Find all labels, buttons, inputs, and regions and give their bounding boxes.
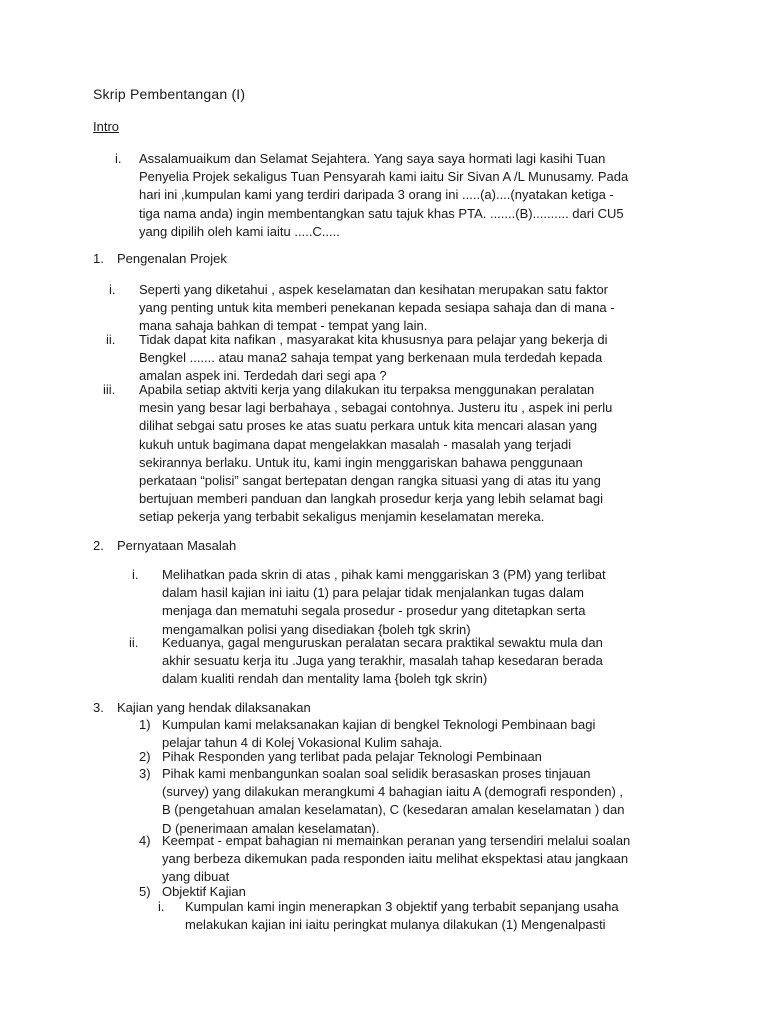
- text-line: Seperti yang diketahui , aspek keselamatan dan kesihatan merupakan satu faktor: [139, 282, 609, 297]
- text-line: yang dipilih oleh kami iaitu .....C.....: [139, 223, 340, 239]
- text-line: kukuh untuk bagimana dapat mengelakkan masalah - masalah yang terjadi: [139, 436, 572, 452]
- list-item: [139, 281, 615, 336]
- list-item: [139, 331, 608, 386]
- list-marker: 5): [139, 884, 151, 899]
- text-line: yang berbeza dikemukan pada responden iaitu melihat ekspektasi atau jangkaan: [162, 851, 629, 867]
- section-heading: Pernyataan Masalah: [117, 538, 237, 553]
- list-item: [162, 716, 595, 752]
- list-marker: i.: [115, 151, 122, 166]
- text-line: Bengkel ....... atau mana2 sahaja tempat yang berkenaan mula terdedah kepada: [139, 350, 603, 366]
- intro-paragraph: [139, 150, 628, 241]
- text-line: Kumpulan kami ingin menerapkan 3 objektif yang terbabit sepanjang usaha: [185, 899, 619, 914]
- text-line: bertujuan memberi panduan dan langkah prosedur kerja yang lebih selamat bagi: [139, 491, 603, 507]
- text-line: setiap pekerja yang terbabit sekaligus menjamin keselamatan mereka.: [139, 509, 545, 525]
- text-line: yang penting untuk kita memberi penekanan kepada sesiapa sahaja dan di mana -: [139, 300, 615, 316]
- text-line: Kumpulan kami melaksanakan kajian di bengkel Teknologi Pembinaan bagi: [162, 717, 596, 732]
- text-line: Apabila setiap aktviti kerja yang dilakukan itu terpaksa menggunakan peralatan: [139, 382, 595, 397]
- document-title: Skrip Pembentangan (I): [93, 86, 246, 102]
- text-line: akhir sesuatu kerja itu .Juga yang terakhir, masalah tahap kesedaran berada: [162, 653, 603, 669]
- text-line: pelajar tahun 4 di Kolej Vokasional Kulim sahaja.: [162, 735, 443, 751]
- list-marker: 3): [139, 766, 151, 781]
- list-item: [139, 381, 612, 527]
- text-line: mesin yang besar lagi berbahaya , sebagai contohnya. Justeru itu , aspek ini perlu: [139, 400, 613, 416]
- text-line: dalam kualiti rendah dan mentality lama {boleh tgk skrin): [162, 671, 488, 687]
- section-number: 2.: [93, 538, 104, 553]
- text-line: hari ini ,kumpulan kami yang terdiri daripada 3 orang ini .....(a)....(nyatakan ketiga -: [139, 187, 614, 203]
- text-line: perkataan “polisi” sangat bertepatan dengan rangka situasi yang di atas itu yang: [139, 473, 601, 489]
- list-marker: 1): [139, 717, 151, 732]
- text-line: melakukan kajian ini iaitu peringkat mulanya dilakukan (1) Mengenalpasti: [185, 917, 606, 933]
- text-line: mengamalkan polisi yang disediakan {boleh tgk skrin): [162, 621, 471, 637]
- text-line: Tidak dapat kita nafikan , masyarakat kita khususnya para pelajar yang bekerja di: [139, 332, 608, 347]
- list-marker: ii.: [106, 332, 116, 347]
- text-line: Keempat - empat bahagian ni memainkan peranan yang tersendiri melalui soalan: [162, 833, 631, 848]
- list-item: [162, 566, 606, 639]
- text-line: tiga nama anda) ingin membentangkan satu tajuk khas PTA. .......(B).......... dari CU5: [139, 205, 624, 221]
- list-item: [162, 765, 625, 838]
- text-line: Penyelia Projek sekaligus Tuan Pensyarah kami iaitu Sir Sivan A /L Munusamy. Pada: [139, 169, 629, 185]
- list-marker: i.: [132, 567, 139, 582]
- text-line: mana sahaja bahkan di tempat - tempat yang lain.: [139, 318, 428, 334]
- list-marker: i.: [109, 282, 116, 297]
- section-number: 3.: [93, 700, 104, 715]
- section-heading: Pengenalan Projek: [117, 251, 227, 266]
- list-marker: 2): [139, 749, 151, 764]
- text-line: menjaga dan mematuhi segala prosedur - prosedur yang ditetapkan serta: [162, 603, 586, 619]
- text-line: amalan aspek ini. Terdedah dari segi apa ?: [139, 368, 387, 384]
- list-marker: i.: [158, 899, 165, 914]
- text-line: Melihatkan pada skrin di atas , pihak kami menggariskan 3 (PM) yang terlibat: [162, 567, 606, 582]
- list-item: [162, 748, 542, 766]
- section-number: 1.: [93, 251, 104, 266]
- text-line: yang dibuat: [162, 869, 230, 885]
- text-line: Objektif Kajian: [162, 884, 246, 899]
- intro-heading: Intro: [93, 119, 120, 134]
- text-line: Pihak Responden yang terlibat pada pelajar Teknologi Pembinaan: [162, 749, 542, 764]
- text-line: B (pengetahuan amalan keselamatan), C (kesedaran amalan keselamatan ) dan: [162, 802, 625, 818]
- list-marker: iii.: [103, 382, 116, 397]
- text-line: (survey) yang dilakukan merangkumi 4 bahagian iaitu A (demografi responden) ,: [162, 784, 624, 800]
- list-marker: 4): [139, 833, 151, 848]
- text-line: dilihat sebgai satu proses ke atas suatu perkara untuk kita mencari alasan yang: [139, 418, 598, 434]
- list-item: [162, 634, 603, 689]
- text-line: Keduanya, gagal menguruskan peralatan secara praktikal sewaktu mula dan: [162, 635, 603, 650]
- text-line: Pihak kami menbangunkan soalan soal selidik berasaskan proses tinjauan: [162, 766, 591, 781]
- text-line: Assalamuaikum dan Selamat Sejahtera. Yang saya saya hormati lagi kasihi Tuan: [139, 151, 606, 166]
- list-marker: ii.: [129, 635, 139, 650]
- list-item: [185, 898, 619, 934]
- text-line: D (penerimaan amalan keselamatan).: [162, 820, 380, 836]
- text-line: sekirannya berlaku. Untuk itu, kami ingin menggariskan bahawa penggunaan: [139, 454, 583, 470]
- section-heading: Kajian yang hendak dilaksanakan: [117, 700, 311, 715]
- text-line: dalam hasil kajian ini iaitu (1) para pelajar tidak menjalankan tugas dalam: [162, 585, 585, 601]
- list-item: [162, 832, 630, 887]
